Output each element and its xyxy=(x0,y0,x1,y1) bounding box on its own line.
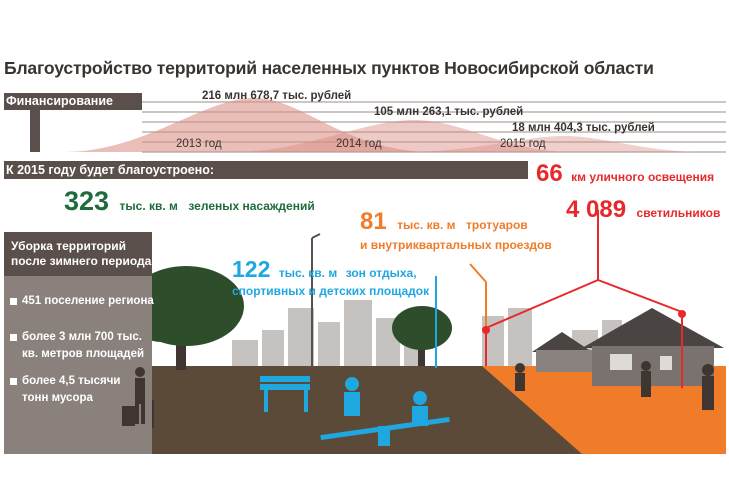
financing-label: Финансирование xyxy=(4,93,142,110)
section-label: К 2015 году будет благоустроено: xyxy=(4,161,528,179)
cleanup-item-area: более 3 млн 700 тыс. xyxy=(22,331,142,343)
blue-stat-text1: зон отдыха, xyxy=(345,266,417,280)
middle-tree xyxy=(392,306,452,366)
financing-year-2013: 2013 год xyxy=(176,138,222,150)
blue-stat xyxy=(232,256,417,283)
cleanup-item-settlements: 451 поселение региона xyxy=(22,295,154,307)
red-lamps-text: светильников xyxy=(636,206,721,220)
red-lighting-number: 66 xyxy=(536,160,563,187)
page-title: Благоустройство территорий населенных пунктов Новосибирской области xyxy=(4,58,654,78)
green-stat-number: 323 xyxy=(64,186,110,216)
financing-amount-2015: 18 млн 404,3 тыс. рублей xyxy=(512,122,655,134)
cleanup-item-waste: более 4,5 тысячи xyxy=(22,375,121,387)
orange-stat-unit: тыс. кв. м xyxy=(397,218,456,232)
blue-stat-number: 122 xyxy=(232,256,271,282)
bench-icon xyxy=(260,376,310,412)
cleanup-title: Уборка территорий после зимнего периода xyxy=(4,232,152,276)
red-lamps-number: 4 089 xyxy=(566,196,627,223)
red-lighting-stat xyxy=(536,160,714,188)
financing-label-stem xyxy=(30,110,40,152)
orange-stat-number: 81 xyxy=(360,208,387,235)
blue-stat-text2: спортивных и детских площадок xyxy=(232,284,430,298)
red-lamps-stat xyxy=(566,196,720,224)
blue-stat-unit: тыс. кв. м xyxy=(278,266,338,280)
red-lighting-text: км уличного освещения xyxy=(571,170,715,184)
bullet-icon xyxy=(10,334,17,341)
financing-amount-2013: 216 млн 678,7 тыс. рублей xyxy=(202,90,352,102)
trash-bin-icon xyxy=(152,400,154,428)
orange-stat xyxy=(360,208,528,236)
bullet-icon xyxy=(10,298,17,305)
trash-person-icon xyxy=(120,366,152,430)
financing-year-2014: 2014 год xyxy=(336,138,382,150)
seesaw-icon xyxy=(320,377,449,446)
financing-year-2015: 2015 год xyxy=(500,138,546,150)
orange-stat-text1: тротуаров xyxy=(466,218,528,232)
cleanup-item-area-cont: кв. метров площадей xyxy=(22,348,145,360)
bullet-icon xyxy=(10,378,17,385)
left-tree xyxy=(152,266,244,370)
financing-amount-2014: 105 млн 263,1 тыс. рублей xyxy=(374,106,524,118)
green-stat-text: зеленых насаждений xyxy=(188,199,315,213)
cleanup-item-waste-cont: тонн мусора xyxy=(22,392,93,404)
green-stat-unit: тыс. кв. м xyxy=(119,199,178,213)
green-stat xyxy=(64,186,315,217)
orange-stat-text2: и внутриквартальных проездов xyxy=(360,238,552,252)
